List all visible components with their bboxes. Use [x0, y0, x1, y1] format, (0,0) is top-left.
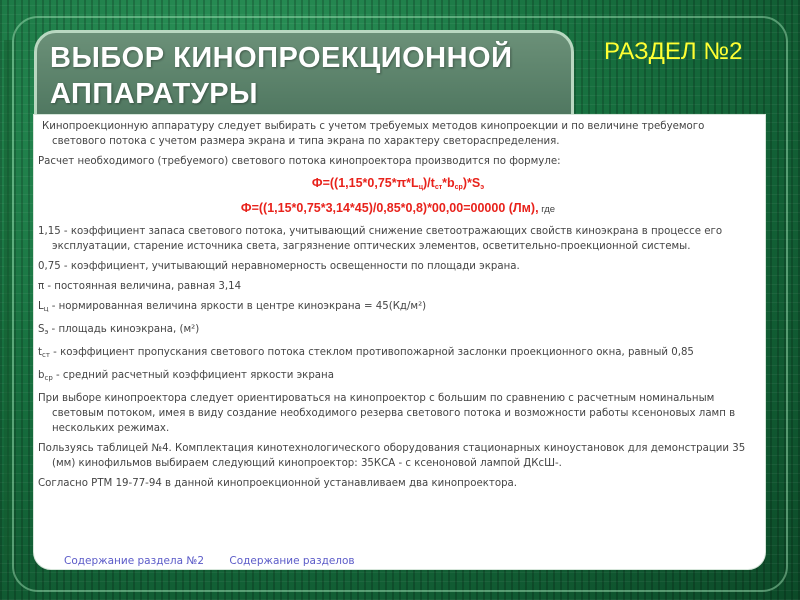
- paragraph-rtm: Согласно РТМ 19-77-94 в данной кинопроекционной устанавливаем два кинопроектора.: [38, 478, 518, 489]
- footer-navigation: [64, 555, 377, 567]
- paragraph-luminance: $L_ц$ - нормированная величина яркости в центре киноэкрана = 45(Кд/м²): [38, 301, 427, 313]
- link-all-contents[interactable]: Содержание разделов: [229, 555, 355, 567]
- paragraph-brightness: $b_{ср}$ - средний расчетный коэффициент яркости экрана: [38, 370, 334, 382]
- background-strip: [4, 40, 12, 560]
- title-line-1: ВЫБОР КИНОПРОЕКЦИОННОЙ: [50, 42, 513, 74]
- formula-computed: Ф=((1,15*0,75*3,14*45)/0,85*0,8)*00,00=00000 (Лм), где: [240, 201, 556, 215]
- paragraph-intro: Кинопроекционную аппаратуру следует выбирать с учетом требуемых методов кинопроекции и по величине требуемого светового потока с учетом размера экрана и типа экрана по характеру светораспределения.: [42, 121, 705, 147]
- paragraph-coef-115: 1,15 - коэффициент запаса светового потока, учитывающий снижение светоотражающих свойств киноэкрана в процессе его эксплуатации, старение источника света, загрязнение оптических элементов, осветительно-проекционной системы.: [38, 226, 723, 252]
- formula-general: $Ф=((1,15*0,75*\pi*L_ц)/t_{ст}*b_{ср})*S_э$: [311, 176, 485, 191]
- content-body: [38, 119, 758, 496]
- paragraph-coef-075: 0,75 - коэффициент, учитывающий неравномерность освещенности по площади экрана.: [38, 261, 520, 272]
- paragraph-table-selection: Пользуясь таблицей №4. Комплектация кинотехнологического оборудования стационарных киноустановок для демонстрации 35 (мм) кинофильмов выбираем следующий кинопроектор: 35КСА - с ксеноновой лампой ДКсШ-.: [38, 443, 746, 469]
- slide-title: [50, 40, 570, 112]
- paragraph-transmission: $t_{ст}$ - коэффициент пропускания светового потока стеклом противопожарной заслонки проекционного окна, равный 0,85: [38, 347, 694, 359]
- paragraph-formula-intro: Расчет необходимого (требуемого) светового потока кинопроектора производится по формуле:: [38, 156, 561, 167]
- paragraph-area: $S_э$ - площадь киноэкрана, (м²): [38, 324, 200, 336]
- link-section-contents[interactable]: Содержание раздела №2: [64, 555, 205, 567]
- paragraph-projector-choice: При выборе кинопроектора следует ориентироваться на кинопроектор с большим по сравнению с расчетным номинальным световым потоком, имея в виду создание необходимого резерва светового потока и возможности работы ксеноновых ламп в нескольких режимах.: [38, 393, 736, 434]
- paragraph-pi: π - постоянная величина, равная 3,14: [38, 281, 242, 292]
- title-line-2: АППАРАТУРЫ: [50, 78, 258, 110]
- section-label: РАЗДЕЛ №2: [604, 38, 743, 65]
